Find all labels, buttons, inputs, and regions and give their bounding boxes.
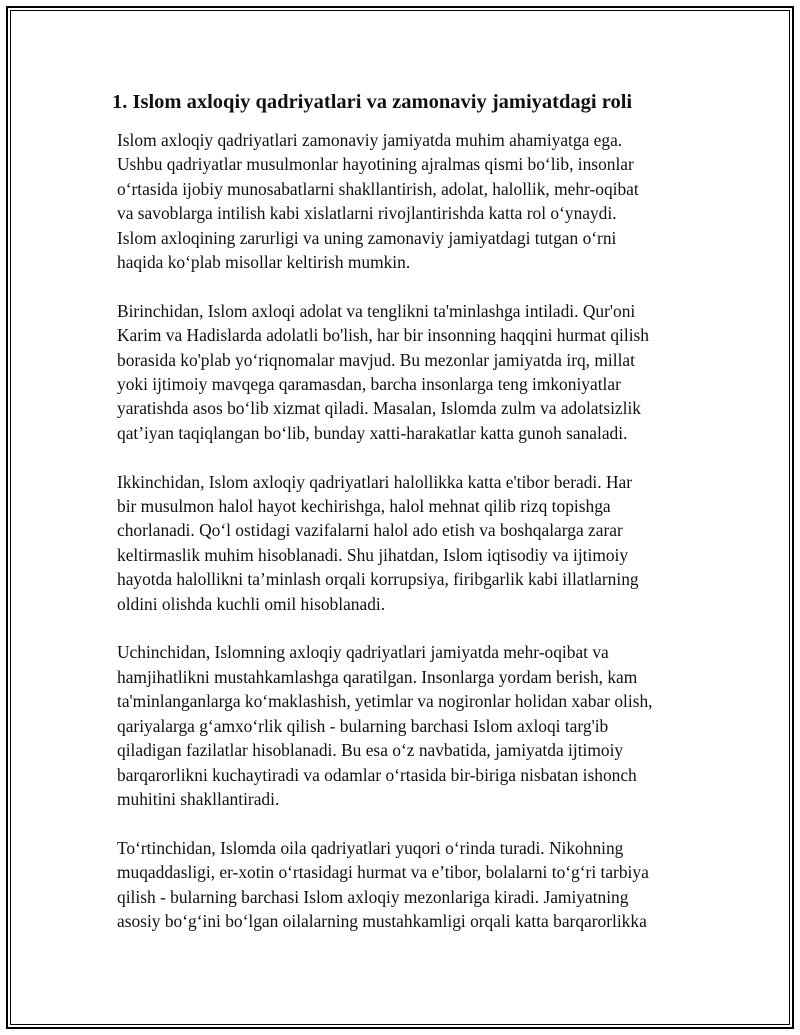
- text-line: ta'minlanganlarga ko‘maklashish, yetimlar va nogironlar holidan xabar olish,: [117, 691, 653, 712]
- text-line: barqarorlikni kuchaytiradi va odamlar o‘rtasida bir-biriga nisbatan ishonch: [117, 764, 637, 785]
- text-line: qariyalarga g‘amxo‘rlik qilish - bularning barchasi Islom axloqi targ'ib: [117, 715, 609, 736]
- section-title: 1. Islom axloqiy qadriyatlari va zamonaviy jamiyatdagi roli: [112, 91, 633, 113]
- text-line: va savoblarga intilish kabi xislatlarni rivojlantirishda katta rol o‘ynaydi.: [117, 203, 617, 224]
- text-line: muqaddasligi, er-xotin o‘rtasidagi hurmat va e’tibor, bolalarni to‘g‘ri tarbiya: [117, 862, 649, 883]
- text-line: qat’iyan taqiqlangan bo‘lib, bunday xatti-harakatlar katta gunoh sanaladi.: [117, 422, 628, 443]
- text-line: Birinchidan, Islom axloqi adolat va tenglikni ta'minlashga intiladi. Qur'oni: [117, 300, 636, 321]
- text-line: keltirmaslik muhim hisoblanadi. Shu jihatdan, Islom iqtisodiy va ijtimoiy: [117, 544, 629, 565]
- text-line: To‘rtinchidan, Islomda oila qadriyatlari yuqori o‘rinda turadi. Nikohning: [117, 837, 624, 858]
- text-line: Uchinchidan, Islomning axloqiy qadriyatlari jamiyatda mehr-oqibat va: [117, 642, 609, 663]
- text-line: Ikkinchidan, Islom axloqiy qadriyatlari halollikka katta e'tibor beradi. Har: [117, 471, 633, 492]
- text-line: borasida ko'plab yo‘riqnomalar mavjud. Bu mezonlar jamiyatda irq, millat: [117, 349, 635, 370]
- paragraph-second-point: [110, 470, 685, 616]
- text-line: haqida ko‘plab misollar keltirish mumkin.: [117, 252, 411, 273]
- text-line: Islom axloqining zarurligi va uning zamonaviy jamiyatdagi tutgan o‘rni: [117, 227, 617, 248]
- text-line: o‘rtasida ijobiy munosabatlarni shakllantirish, adolat, halollik, mehr-oqibat: [117, 178, 639, 199]
- text-line: Islom axloqiy qadriyatlari zamonaviy jamiyatda muhim ahamiyatga ega.: [117, 130, 623, 150]
- text-line: qiladigan fazilatlar hisoblanadi. Bu esa o‘z navbatida, jamiyatda ijtimoiy: [117, 740, 624, 761]
- paragraph-fourth-point: [110, 836, 685, 934]
- paragraph-intro: [110, 128, 685, 274]
- document-body: [110, 88, 685, 958]
- text-line: Ushbu qadriyatlar musulmonlar hayotining ajralmas qismi bo‘lib, insonlar: [117, 154, 634, 175]
- text-line: qilish - bularning barchasi Islom axloqiy mezonlariga kiradi. Jamiyatning: [117, 886, 629, 907]
- text-line: muhitini shakllantiradi.: [117, 788, 280, 809]
- paragraph-third-point: [110, 640, 685, 811]
- text-line: hamjihatlikni mustahkamlashga qaratilgan. Insonlarga yordam berish, kam: [117, 666, 638, 687]
- paragraph-first-point: [110, 299, 685, 445]
- text-line: yoki ijtimoiy mavqega qaramasdan, barcha insonlarga teng imkoniyatlar: [117, 374, 621, 395]
- text-line: chorlanadi. Qo‘l ostidagi vazifalarni halol ado etish va boshqalarga zarar: [117, 520, 623, 541]
- text-line: hayotda halollikni ta’minlash orqali korrupsiya, firibgarlik kabi illatlarning: [117, 569, 639, 590]
- text-line: Karim va Hadislarda adolatli bo'lish, har bir insonning haqqini hurmat qilish: [117, 325, 650, 346]
- text-line: asosiy bo‘g‘ini bo‘lgan oilalarning mustahkamligi orqali katta barqarorlikka: [117, 910, 647, 931]
- text-line: oldini olishda kuchli omil hisoblanadi.: [117, 593, 386, 614]
- text-line: yaratishda asos bo‘lib xizmat qiladi. Masalan, Islomda zulm va adolatsizlik: [117, 398, 642, 419]
- text-line: bir musulmon halol hayot kechirishga, halol mehnat qilib rizq topishga: [117, 496, 611, 517]
